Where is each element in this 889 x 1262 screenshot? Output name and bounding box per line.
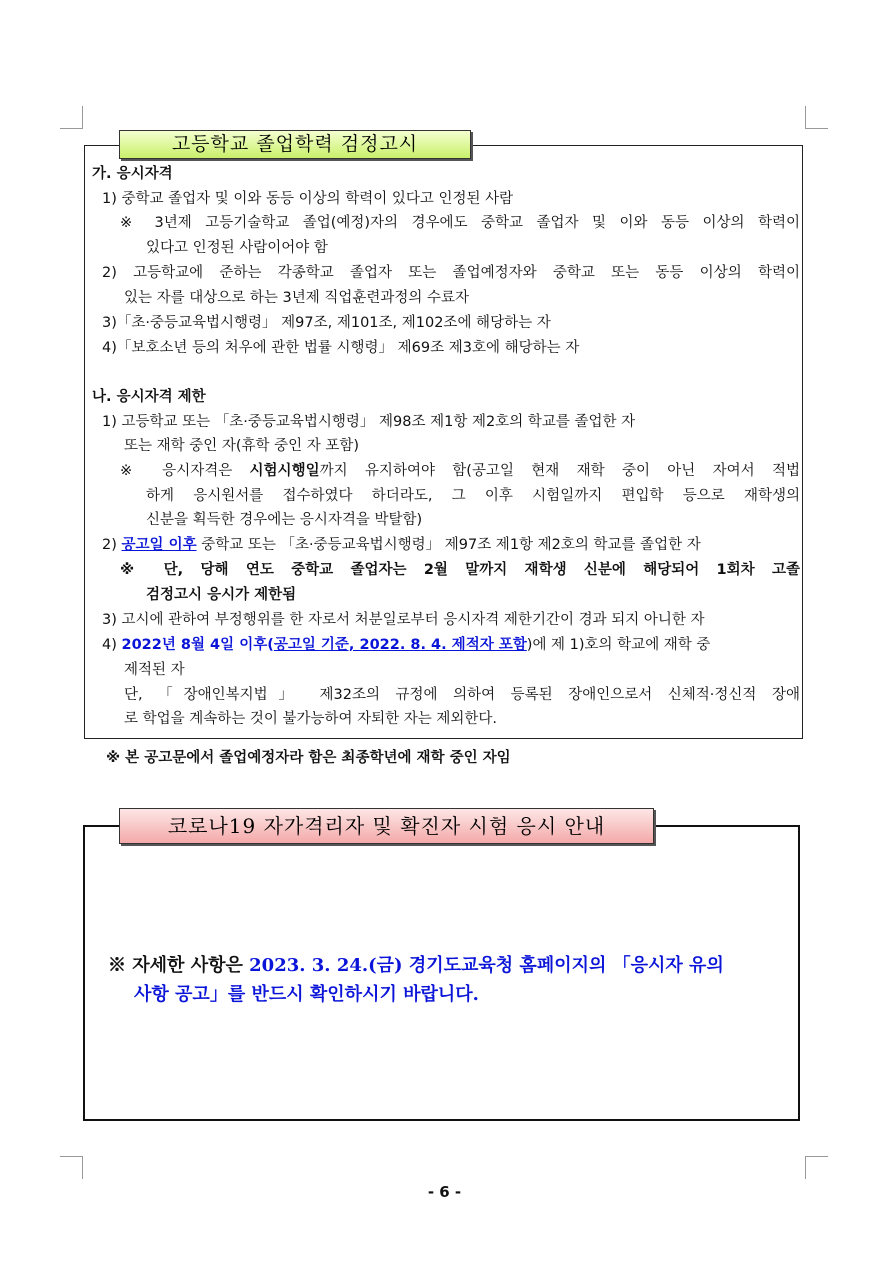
- item-a1-note: ※ 3년제 고등기술학교 졸업(예정)자의 경우에도 중학교 졸업자 및 이와 동등 이상의 학력이: [120, 215, 800, 231]
- covid-notice-line1: [108, 954, 724, 978]
- item-b4-cont: 제적된 자: [124, 662, 185, 678]
- item-a3: 3)「초·중등교육법시행령」 제97조, 제101조, 제102조에 해당하는 자: [102, 315, 551, 331]
- crop-mark: [805, 106, 828, 129]
- notice-text: ※ 자세한 사항은: [108, 955, 250, 976]
- crop-mark: [60, 106, 83, 129]
- note-bold: 시험시행일: [249, 463, 320, 479]
- item-b2: [102, 535, 701, 555]
- item-b4-exception: 단, 「장애인복지법」 제32조의 규정에 의하여 등록된 장애인으로서 신체적·정신적 장애: [124, 687, 800, 703]
- item-a2-cont: 있는 자를 대상으로 하는 3년제 직업훈련과정의 수료자: [124, 290, 470, 306]
- crop-mark: [60, 1156, 83, 1179]
- notice-blue: 2023. 3. 24.(금) 경기도교육청 홈페이지의 「응시자 유의: [249, 955, 724, 976]
- item-text: )에 제 1)호의 학교에 재학 중: [526, 637, 711, 653]
- footnote: ※ 본 공고문에서 졸업예정자라 함은 최종학년에 재학 중인 자임: [106, 750, 511, 766]
- item-number: 4): [102, 637, 122, 653]
- covid-notice-line2: 사항 공고」를 반드시 확인하시기 바랍니다.: [134, 984, 479, 1005]
- item-b1-note: [120, 461, 800, 481]
- item-b2-note-cont: 검정고시 응시가 제한됨: [146, 587, 297, 603]
- heading-a: 가. 응시자격: [92, 166, 173, 182]
- item-b1-cont: 또는 재학 중인 자(휴학 중인 자 포함): [124, 438, 360, 454]
- note-text: ※ 응시자격은: [120, 463, 250, 479]
- item-b4: [102, 635, 710, 655]
- item-b4-exception-cont: 로 학업을 계속하는 것이 불가능하여 자퇴한 자는 제외한다.: [124, 711, 498, 727]
- heading-b: 나. 응시자격 제한: [92, 389, 206, 405]
- highlight-blue: 2022년 8월 4일 이후(: [121, 637, 274, 653]
- section1-title: 고등학교 졸업학력 검정고시: [119, 130, 471, 159]
- item-b1-note-cont: 신분을 획득한 경우에는 응시자격을 박탈함): [146, 512, 423, 528]
- item-b1-note-cont: 하게 응시원서를 접수하였다 하더라도, 그 이후 시험일까지 편입학 등으로 재학생의: [146, 488, 800, 504]
- item-a4: 4)「보호소년 등의 처우에 관한 법률 시행령」 제69조 제3호에 해당하는 자: [102, 340, 580, 356]
- item-b2-note: ※ 단, 당해 연도 중학교 졸업자는 2월 말까지 재학생 신분에 해당되어 1회차 고졸: [120, 562, 800, 578]
- item-a1-note-cont: 있다고 인정된 사람이어야 함: [146, 240, 328, 256]
- crop-mark: [805, 1156, 828, 1179]
- note-text: 까지 유지하여야 함(공고일 현재 재학 중이 아닌 자여서 적법: [319, 463, 800, 479]
- item-number: 2): [102, 537, 122, 553]
- page-number: - 6 -: [427, 1183, 462, 1201]
- item-text: 중학교 또는 「초·중등교육법시행령」 제97조 제1항 제2호의 학교를 졸업한 자: [196, 537, 701, 553]
- section2-title: 코로나19 자가격리자 및 확진자 시험 응시 안내: [119, 808, 654, 844]
- item-b1: 1) 고등학교 또는 「초·중등교육법시행령」 제98조 제1항 제2호의 학교를 졸업한 자: [102, 414, 636, 430]
- item-b3: 3) 고시에 관하여 부정행위를 한 자로서 처분일로부터 응시자격 제한기간이 경과 되지 아니한 자: [102, 612, 705, 628]
- highlight-blue: 공고일 이후: [121, 537, 197, 553]
- highlight-blue-underlined: 공고일 기준, 2022. 8. 4. 제적자 포함: [273, 637, 527, 653]
- item-a1: 1) 중학교 졸업자 및 이와 동등 이상의 학력이 있다고 인정된 사람: [102, 191, 514, 207]
- item-a2: 2) 고등학교에 준하는 각종학교 졸업자 또는 졸업예정자와 중학교 또는 동등 이상의 학력이: [102, 265, 800, 281]
